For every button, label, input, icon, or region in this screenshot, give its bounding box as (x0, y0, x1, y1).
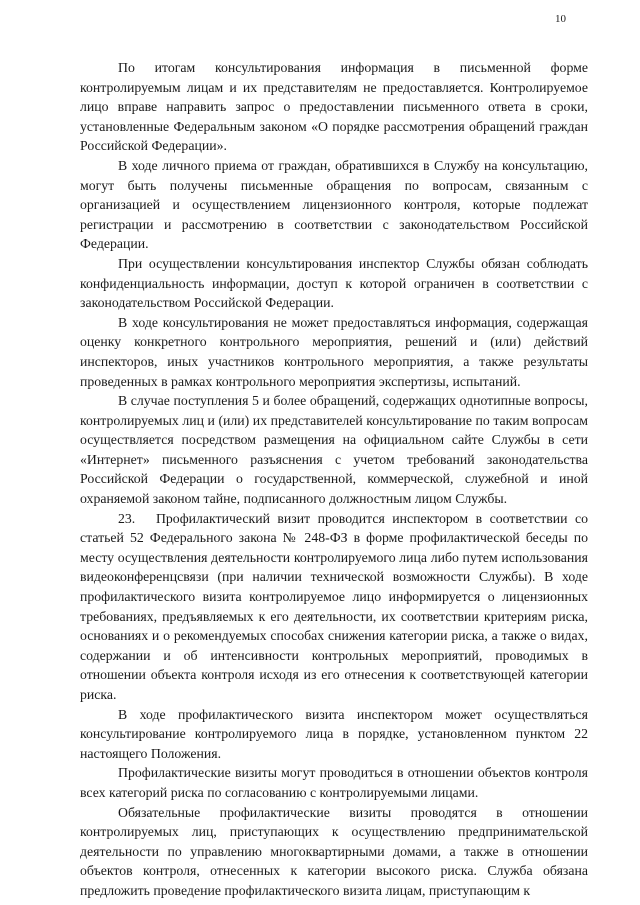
paragraph-item-23: 23. Профилактический визит проводится инспектором в соответствии со статьей 52 Федерального закона № 248-ФЗ в форме профилактической беседы по месту осуществления деятельности контролируемого лица либо путем использования видеоконференцсвязи (при наличии технической возможности Службы). В ходе профилактического визита контролируемое лицо информируется о лицензионных требованиях, предъявляемых к его деятельности, их соответствии критериям риска, основаниях и о рекомендуемых способах снижения категории риска, а также о видах, содержании и об интенсивности контрольных мероприятий, проводимых в отношении объекта контроля исходя из его отнесения к соответствующей категории риска. (80, 510, 588, 702)
page-number: 10 (555, 13, 566, 25)
paragraph: В ходе консультирования не может предоставляться информация, содержащая оценку конкретного контрольного мероприятия, решений и (или) действий инспекторов, иных участников контрольного мероприятия, а также результаты проведенных в рамках контрольного мероприятия экспертизы, испытаний. (80, 314, 588, 389)
paragraph: При осуществлении консультирования инспектор Службы обязан соблюдать конфиденциальность информации, доступ к которой ограничен в соответствии с законодательством Российской Федерации. (80, 255, 588, 311)
paragraph: В случае поступления 5 и более обращений, содержащих однотипные вопросы, контролируемых лиц и (или) их представителей консультирование по таким вопросам осуществляется посредством размещения на официальном сайте Службы в сети «Интернет» письменного разъяснения с учетом требований законодательства Российской Федерации о государственной, коммерческой, служебной и иной охраняемой законом тайне, подписанного должностным лицом Службы. (80, 393, 588, 507)
paragraph: По итогам консультирования информация в письменной форме контролируемым лицам и их представителям не предоставляется. Контролируемое лицо вправе направить запрос о предоставлении письменного ответа в сроки, установленные Федеральным законом «О порядке рассмотрения обращений граждан Российской Федерации». (80, 60, 588, 154)
paragraph: Профилактические визиты могут проводиться в отношении объектов контроля всех категорий риска по согласованию с контролируемыми лицами. (80, 765, 588, 800)
paragraph: Обязательные профилактические визиты проводятся в отношении контролируемых лиц, приступающих к осуществлению предпринимательской деятельности по управлению многоквартирными домами, а также в отношении объектов контроля, отнесенных к категории высокого риска. Служба обязана предложить проведение профилактического визита лицам, приступающим к (80, 804, 588, 898)
paragraph: В ходе профилактического визита инспектором может осуществляться консультирование контролируемого лица в порядке, установленном пунктом 22 настоящего Положения. (80, 706, 588, 761)
page-body (80, 58, 588, 901)
paragraph: В ходе личного приема от граждан, обратившихся в Службу на консультацию, могут быть получены письменные обращения по вопросам, связанным с организацией и осуществлением лицензионного контроля, которые подлежат регистрации и рассмотрению в соответствии с законодательством Российской Федерации. (80, 157, 588, 252)
